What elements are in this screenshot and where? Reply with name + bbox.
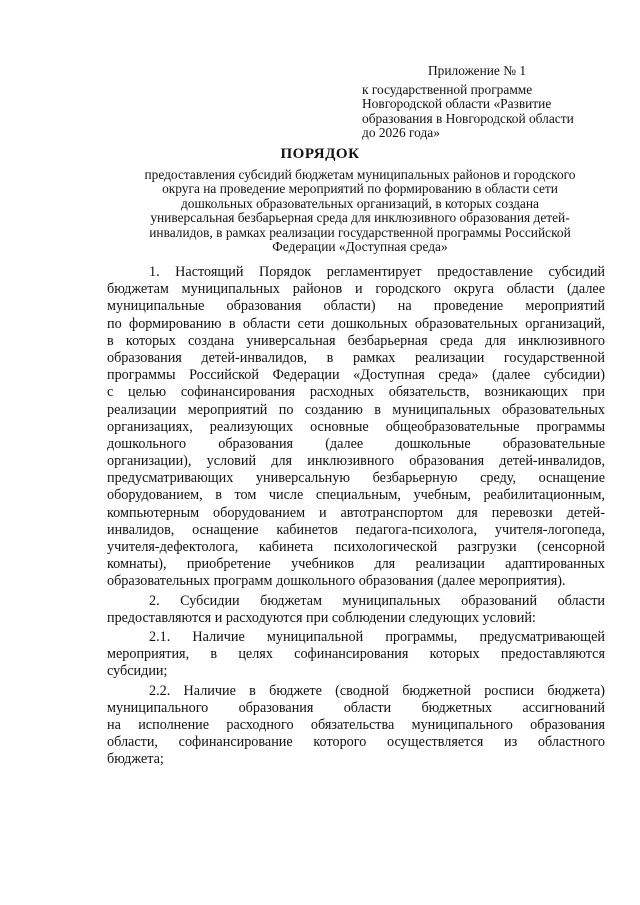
text-line: области, софинансирование которого осуществляется из областного (107, 734, 605, 751)
text-line: образовательных программ дошкольного образования (далее мероприятия). (107, 573, 566, 590)
document-title: ПОРЯДОК (280, 146, 360, 162)
subtitle-line: округа на проведение мероприятий по формированию в области сети (162, 181, 558, 197)
text-line: образования детей-инвалидов, в рамках реализации государственной (107, 349, 605, 366)
text-line: предоставляются и расходуются при соблюдении следующих условий: (107, 609, 536, 626)
text-line: бюджета; (107, 751, 164, 768)
text-line: муниципального образования области бюджетных ассигнований (107, 699, 605, 716)
text-line: реализации мероприятий по созданию в муниципальных образовательных (107, 401, 605, 418)
text-line: предусматривающих универсальную безбарьерную среду, оснащение (107, 470, 605, 487)
subtitle-line: инвалидов, в рамках реализации государственной программы Российской (149, 224, 571, 240)
text-line: мероприятия, в целях софинансирования которых предоставляются (107, 646, 605, 663)
paragraph-2 (107, 593, 605, 627)
text-line: программы Российской Федерации «Доступная среда» (далее субсидии) (107, 367, 605, 384)
document-subtitle (100, 168, 620, 254)
text-line: в которых создана универсальная безбарьерная среда для инклюзивного (107, 332, 605, 349)
text-line: комнаты), приобретение учебников для реализации адаптированных (107, 556, 605, 573)
text-line: организации), условий для инклюзивного образования детей-инвалидов, (107, 453, 605, 470)
text-line: муниципальные образования области) на проведение мероприятий (107, 298, 605, 315)
text-line: организациях, реализующих основные общеобразовательные программы (107, 418, 605, 435)
subtitle-line: предоставления субсидий бюджетам муниципальных районов и городского (144, 167, 576, 182)
annex-line: до 2026 года» (362, 125, 440, 141)
document-body (107, 264, 605, 768)
text-line: субсидии; (107, 663, 168, 680)
subtitle-line: дошкольных образовательных организаций, в которых создана (180, 195, 539, 211)
text-line: бюджетам муниципальных районов и городского округа области (далее (107, 281, 605, 298)
annex-block (362, 64, 612, 141)
text-line: 1. Настоящий Порядок регламентирует предоставление субсидий (149, 264, 605, 280)
subtitle-line: универсальная безбарьерная среда для инклюзивного образования детей- (150, 210, 570, 226)
text-line: учителя-дефектолога, кабинета психологической разгрузки (сенсорной (107, 539, 605, 555)
text-line: компьютерным оборудованием и автотранспортом для перевозки детей- (107, 504, 605, 521)
annex-line: к государственной программе (362, 81, 533, 97)
annex-title: Приложение № 1 (428, 63, 527, 78)
text-line: 2. Субсидии бюджетам муниципальных образований области (149, 592, 605, 609)
text-line: дошкольного образования (далее дошкольные образовательные (107, 435, 605, 452)
text-line: инвалидов, оснащение кабинетов педагога-психолога, учителя-логопеда, (107, 521, 605, 538)
subtitle-line: Федерации «Доступная среда» (272, 239, 448, 255)
text-line: на исполнение расходного обязательства муниципального образования (107, 716, 605, 733)
annex-line: образования в Новгородской области (362, 110, 574, 126)
text-line: оборудованием, в том числе специальным, учебным, реабилитационным, (107, 487, 605, 504)
paragraph-2-2 (107, 683, 605, 769)
annex-line: Новгородской области «Развитие (362, 96, 552, 112)
paragraph-2-1 (107, 629, 605, 681)
text-line: 2.1. Наличие муниципальной программы, предусматривающей (149, 628, 605, 645)
text-line: с целью софинансирования расходных обязательств, возникающих при (107, 384, 605, 401)
paragraph-1 (107, 264, 605, 591)
text-line: по формированию в области сети дошкольных образовательных организаций, (107, 315, 605, 332)
text-line: 2.2. Наличие в бюджете (сводной бюджетной росписи бюджета) (149, 682, 605, 699)
